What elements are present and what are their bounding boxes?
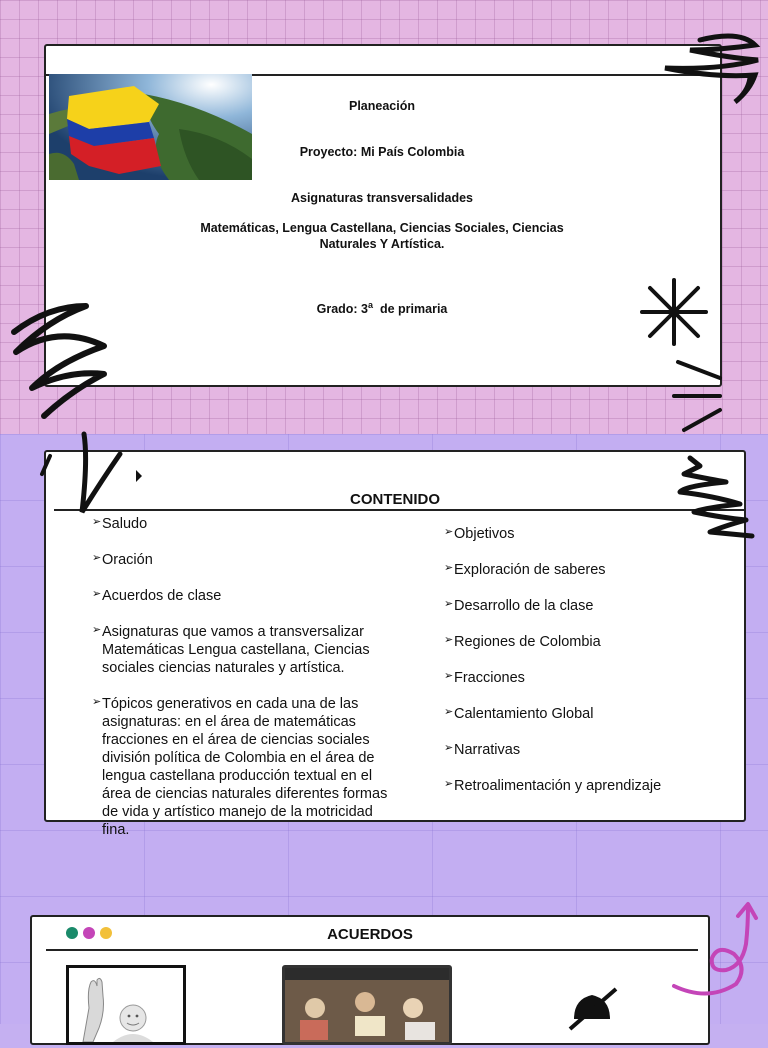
content-list-item: [92, 695, 392, 839]
content-left-list: [92, 515, 392, 857]
bullet-arrow-icon: ➢: [444, 670, 454, 682]
bullet-arrow-icon: ➢: [444, 706, 454, 718]
swirl-doodle-top-right: [660, 30, 768, 110]
asterisk-doodle: [636, 276, 712, 348]
bullet-arrow-icon: ➢: [444, 598, 454, 610]
content-list-item-text: Saludo: [102, 516, 148, 532]
grade-prefix: Grado: 3: [316, 302, 369, 317]
raised-hand-image: [66, 965, 186, 1045]
bullet-arrow-icon: ➢: [444, 634, 454, 646]
header-card: [44, 44, 722, 387]
content-title: CONTENIDO: [350, 491, 440, 508]
content-list-item-text: Acuerdos de clase: [102, 588, 222, 604]
content-list-item-text: Regiones de Colombia: [454, 634, 601, 650]
bullet-arrow-icon: ➢: [444, 526, 454, 538]
bullet-arrow-icon: ➢: [92, 552, 102, 564]
classroom-photo: [282, 965, 452, 1045]
content-card: [44, 450, 746, 838]
content-list-item-text: Desarrollo de la clase: [454, 598, 594, 614]
bullet-arrow-icon: ➢: [92, 624, 102, 636]
content-list-item: [444, 669, 734, 687]
spring-doodle: [674, 452, 758, 542]
content-list-item: [92, 587, 392, 605]
content-list-item-text: Retroalimentación y aprendizaje: [454, 778, 662, 794]
magenta-spiral-doodle: [668, 898, 764, 1002]
content-list-item: [444, 633, 734, 651]
agreements-title: ACUERDOS: [327, 926, 413, 943]
bullet-arrow-icon: ➢: [92, 516, 102, 528]
v-doodle: [36, 430, 148, 516]
content-list-item: [444, 561, 734, 579]
content-list-item: [444, 741, 734, 759]
content-list-item-text: Asignaturas que vamos a transversalizar Matemáticas Lengua castellana, Ciencias sociales ciencias naturales y artística.: [102, 624, 370, 676]
content-right-list: [444, 525, 734, 813]
content-list-item: [444, 705, 734, 723]
content-list-item: [444, 597, 734, 615]
project-title: Proyecto: Mi País Colombia: [299, 145, 465, 159]
zigzag-doodle-left: [8, 300, 112, 422]
content-list-item-text: Exploración de saberes: [454, 562, 606, 578]
planning-title: Planeación: [349, 99, 415, 113]
bullet-arrow-icon: ➢: [444, 778, 454, 790]
no-phone-icon: [562, 983, 622, 1043]
grade-superscript: a: [368, 300, 374, 310]
dash-doodle: [668, 356, 732, 436]
content-list-item-text: Oración: [102, 552, 153, 568]
content-title-rule: [54, 509, 744, 511]
subjects-list: Matemáticas, Lengua Castellana, Ciencias Sociales, Ciencias Naturales Y Artística.: [200, 221, 564, 251]
bullet-arrow-icon: ➢: [92, 588, 102, 600]
subjects-heading: Asignaturas transversalidades: [290, 191, 474, 205]
content-list-item-text: Objetivos: [454, 526, 515, 542]
content-list-item: [92, 551, 392, 569]
content-list-item: [92, 515, 392, 533]
content-list-item: [92, 623, 392, 677]
bullet-arrow-icon: ➢: [444, 562, 454, 574]
content-list-item-text: Narrativas: [454, 742, 521, 758]
agreements-title-rule: [46, 949, 698, 951]
content-list-item: [444, 777, 734, 795]
grade-suffix: de primaria: [373, 302, 448, 317]
content-list-item-text: Calentamiento Global: [454, 706, 594, 722]
content-list-item-text: Tópicos generativos en cada una de las asignaturas: en el área de matemáticas fracciones en el área de ciencias sociales división política de Colombia en el área de lengua castellana producción textual en el área de ciencias naturales diferentes formas de vida y artístico manejo de la motricidad fina.: [102, 696, 388, 838]
colombia-flag-image: [49, 74, 252, 180]
grade-line: [186, 297, 578, 317]
bullet-arrow-icon: ➢: [92, 696, 102, 708]
content-list-item-text: Fracciones: [454, 670, 525, 686]
bullet-arrow-icon: ➢: [444, 742, 454, 754]
agreements-card: [30, 915, 710, 1045]
